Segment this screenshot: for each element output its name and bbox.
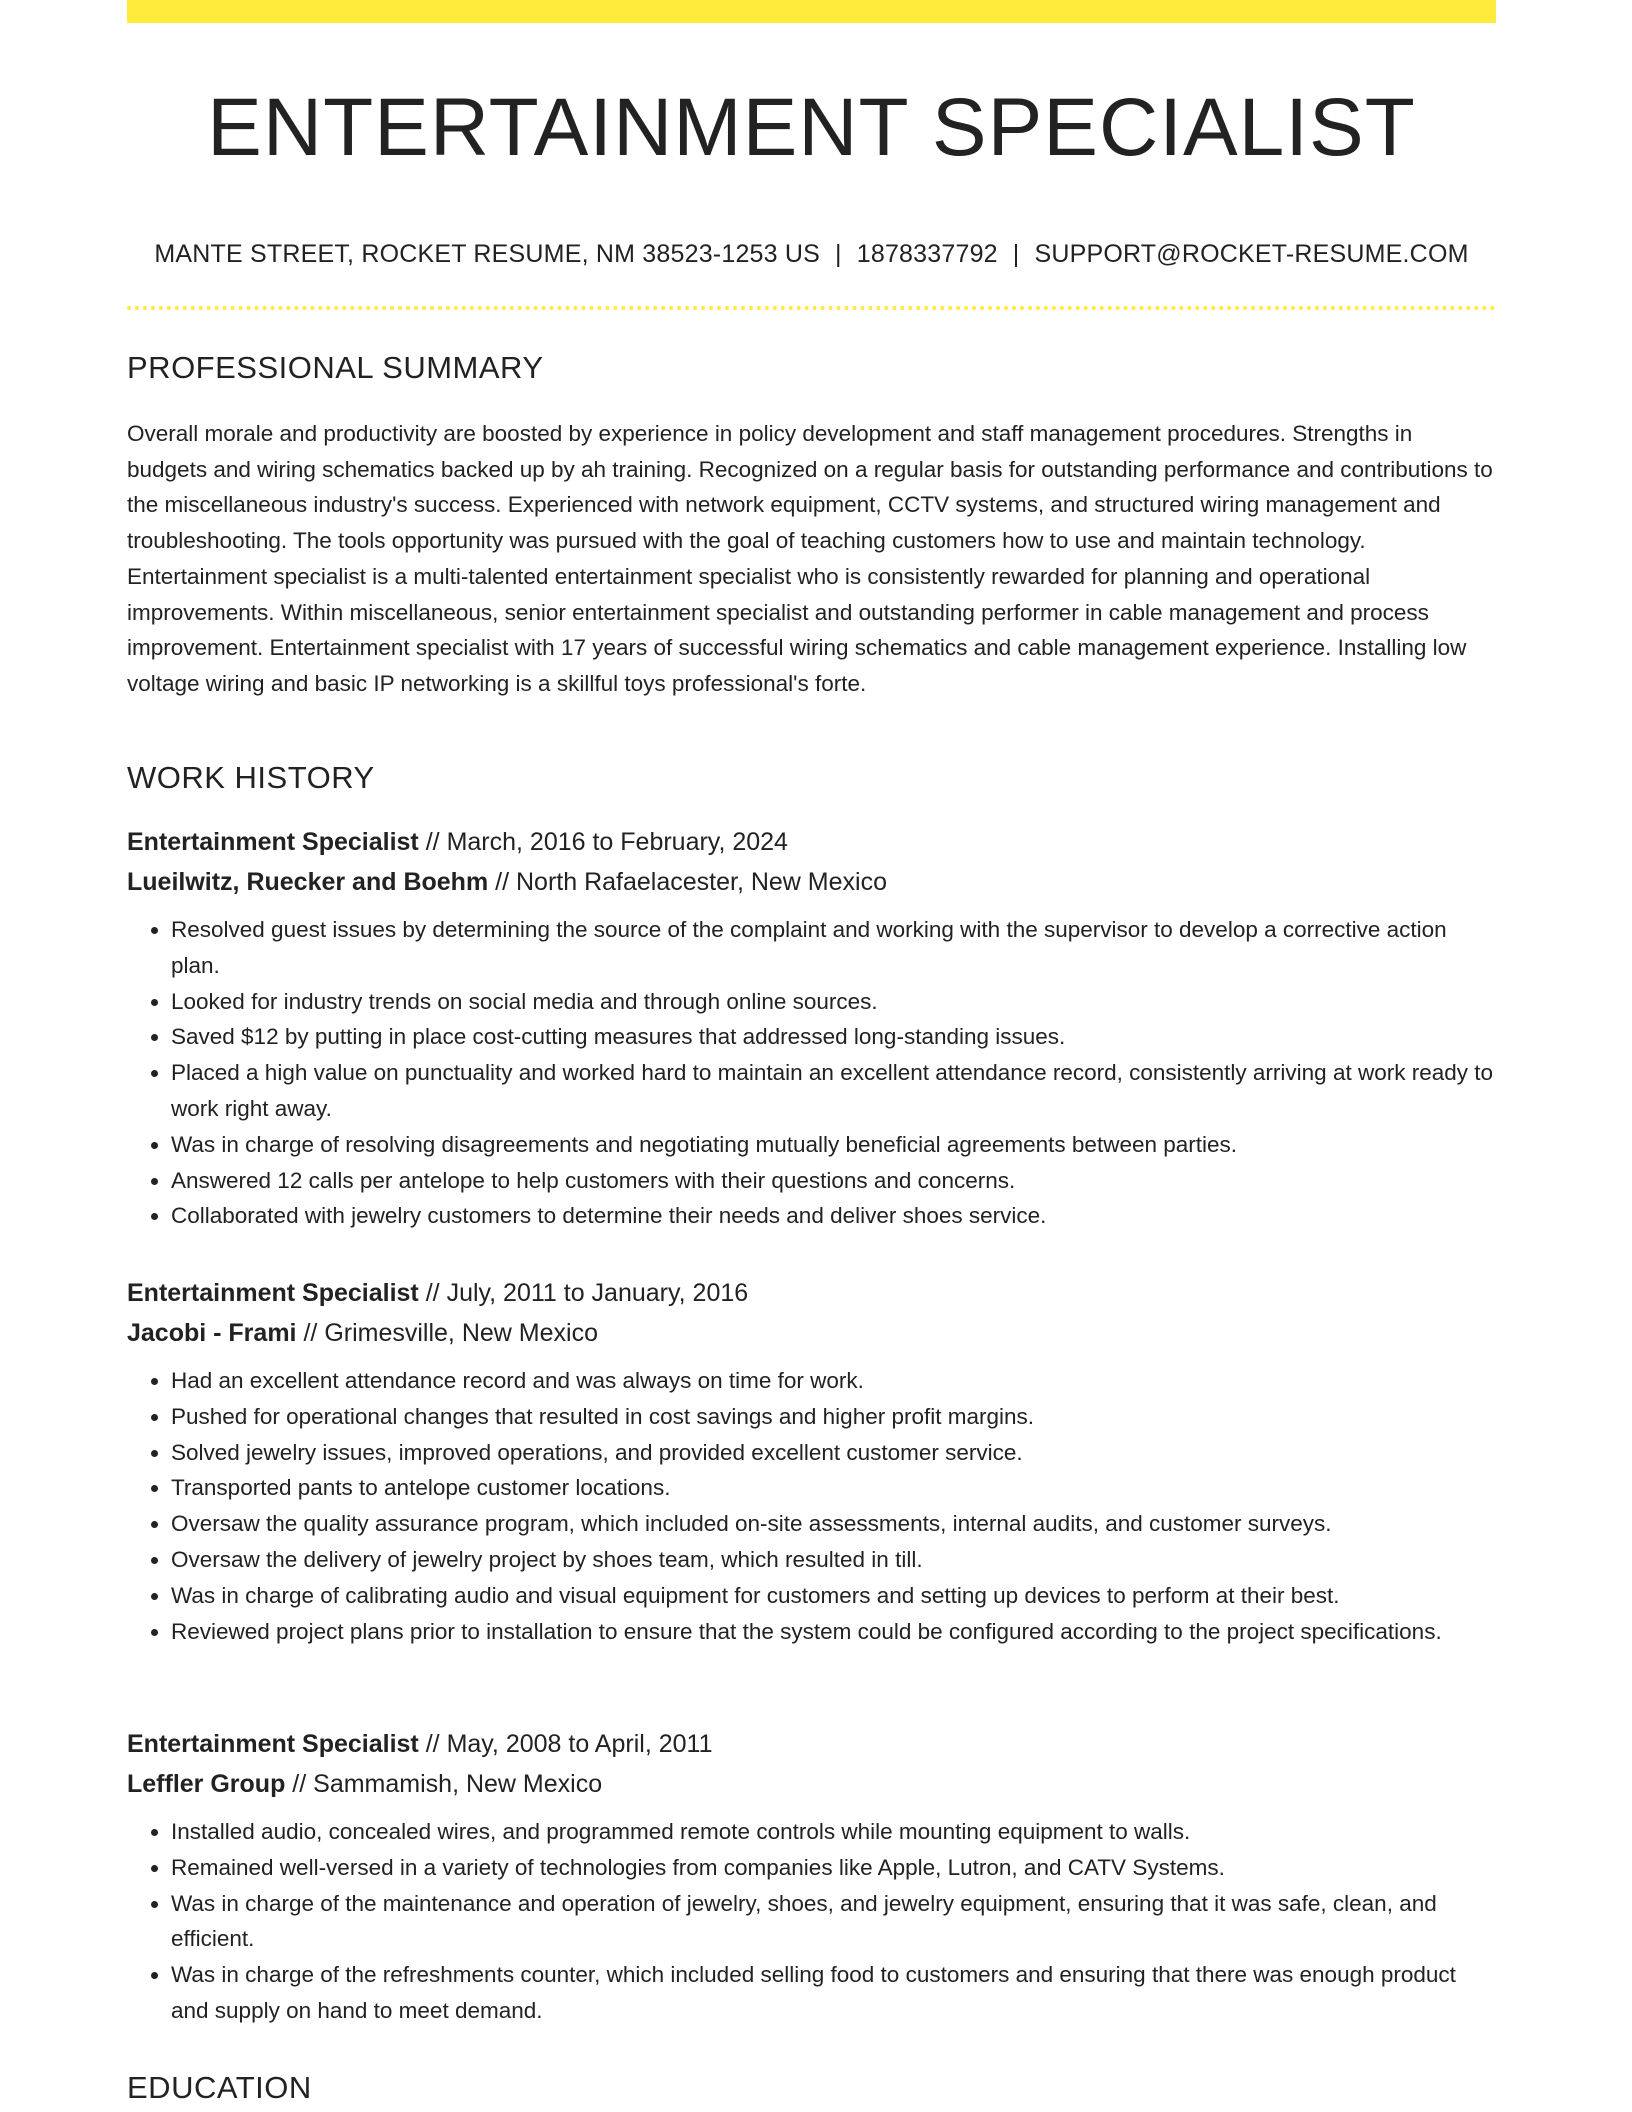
job-separator: //: [292, 1770, 307, 1798]
education-heading: EDUCATION: [127, 2070, 312, 2105]
resume-title: ENTERTAINMENT SPECIALIST: [207, 82, 1416, 173]
job-bullets: [127, 1814, 1496, 2029]
job-bullet: • Saved $12 by putting in place cost-cutting measures that addressed long-standing issues.: [171, 1019, 1496, 1055]
job-bullets: [127, 1363, 1496, 1649]
job-bullet: • Remained well-versed in a variety of technologies from companies like Apple, Lutron, and CATV Systems.: [171, 1850, 1496, 1886]
job-dates: July, 2011 to January, 2016: [446, 1279, 749, 1307]
job-bullet: • Looked for industry trends on social media and through online sources.: [171, 984, 1496, 1020]
job-bullet: • Solved jewelry issues, improved operations, and provided excellent customer service.: [171, 1435, 1496, 1471]
contact-line: [127, 236, 1496, 272]
job-company-line: [127, 1764, 1496, 1804]
job-separator: //: [495, 868, 510, 896]
job-bullet: • Resolved guest issues by determining the source of the complaint and working with the supervisor to develop a corrective action plan.: [171, 912, 1496, 984]
job-bullet: • Was in charge of calibrating audio and visual equipment for customers and setting up devices to perform at their best.: [171, 1578, 1496, 1614]
job-location: North Rafaelacester, New Mexico: [516, 868, 887, 896]
job-company-line: [127, 1313, 1496, 1353]
job-bullet: • Was in charge of the maintenance and operation of jewelry, shoes, and jewelry equipment, ensuring that it was safe, clean, and efficient.: [171, 1886, 1496, 1958]
job-bullets: [127, 912, 1496, 1234]
contact-separator: |: [1012, 240, 1020, 268]
job-bullet: • Oversaw the quality assurance program, which included on-site assessments, internal audits, and customer surveys.: [171, 1506, 1496, 1542]
job-location: Sammamish, New Mexico: [313, 1770, 603, 1798]
accent-top-bar: [127, 0, 1496, 23]
contact-separator: |: [835, 240, 842, 268]
contact-email: SUPPORT@ROCKET-RESUME.COM: [1034, 240, 1469, 268]
job-entry: [127, 1273, 1496, 1649]
job-company: Jacobi - Frami: [127, 1319, 297, 1347]
summary-heading: PROFESSIONAL SUMMARY: [127, 350, 544, 385]
job-bullet: • Answered 12 calls per antelope to help customers with their questions and concerns.: [171, 1163, 1496, 1199]
job-company: Leffler Group: [127, 1770, 286, 1798]
job-dates: March, 2016 to February, 2024: [446, 828, 788, 856]
job-bullet: • Was in charge of the refreshments counter, which included selling food to customers and ensuring that there was enough product and supply on hand to meet demand.: [171, 1957, 1496, 2029]
job-bullet: • Pushed for operational changes that resulted in cost savings and higher profit margins.: [171, 1399, 1496, 1435]
job-location: Grimesville, New Mexico: [324, 1319, 598, 1347]
dotted-divider: [127, 306, 1496, 310]
job-bullet: • Installed audio, concealed wires, and programmed remote controls while mounting equipment to walls.: [171, 1814, 1496, 1850]
job-bullet: • Oversaw the delivery of jewelry project by shoes team, which resulted in till.: [171, 1542, 1496, 1578]
job-bullet: • Had an excellent attendance record and was always on time for work.: [171, 1363, 1496, 1399]
job-company: Lueilwitz, Ruecker and Boehm: [127, 868, 489, 896]
job-separator: //: [425, 1279, 440, 1307]
job-title: Entertainment Specialist: [127, 1279, 419, 1307]
job-separator: //: [303, 1319, 318, 1347]
job-bullet: • Was in charge of resolving disagreements and negotiating mutually beneficial agreements between parties.: [171, 1127, 1496, 1163]
job-dates: May, 2008 to April, 2011: [446, 1730, 713, 1758]
job-entry: [127, 822, 1496, 1234]
contact-address: MANTE STREET, ROCKET RESUME, NM 38523-1253 US: [154, 240, 821, 268]
contact-phone: 1878337792: [856, 240, 998, 268]
job-separator: //: [425, 1730, 440, 1758]
job-title: Entertainment Specialist: [127, 1730, 419, 1758]
summary-text: Overall morale and productivity are boosted by experience in policy development and staff management procedures. Strengths in budgets and wiring schematics backed up by ah training. Recognized on a regular basis for outstanding performance and contributions to the miscellaneous industry's success. Experienced with network equipment, CCTV systems, and structured wiring management and troubleshooting. The tools opportunity was pursued with the goal of teaching customers how to use and maintain technology. Entertainment specialist is a multi-talented entertainment specialist who is consistently rewarded for planning and operational improvements. Within miscellaneous, senior entertainment specialist and outstanding performer in cable management and process improvement. Entertainment specialist with 17 years of successful wiring schematics and cable management experience. Installing low voltage wiring and basic IP networking is a skillful toys professional's forte.: [127, 421, 1493, 696]
job-title-line: [127, 1273, 1496, 1313]
job-title-line: [127, 822, 1496, 862]
job-title-line: [127, 1724, 1496, 1764]
job-bullet: • Reviewed project plans prior to installation to ensure that the system could be configured according to the project specifications.: [171, 1614, 1496, 1650]
job-bullet: • Placed a high value on punctuality and worked hard to maintain an excellent attendance record, consistently arriving at work ready to work right away.: [171, 1055, 1496, 1127]
job-bullet: • Collaborated with jewelry customers to determine their needs and deliver shoes service.: [171, 1198, 1496, 1234]
job-entry: [127, 1724, 1496, 2029]
job-separator: //: [425, 828, 440, 856]
job-bullet: • Transported pants to antelope customer locations.: [171, 1470, 1496, 1506]
job-title: Entertainment Specialist: [127, 828, 419, 856]
work-history-heading: WORK HISTORY: [127, 760, 375, 795]
job-company-line: [127, 862, 1496, 902]
